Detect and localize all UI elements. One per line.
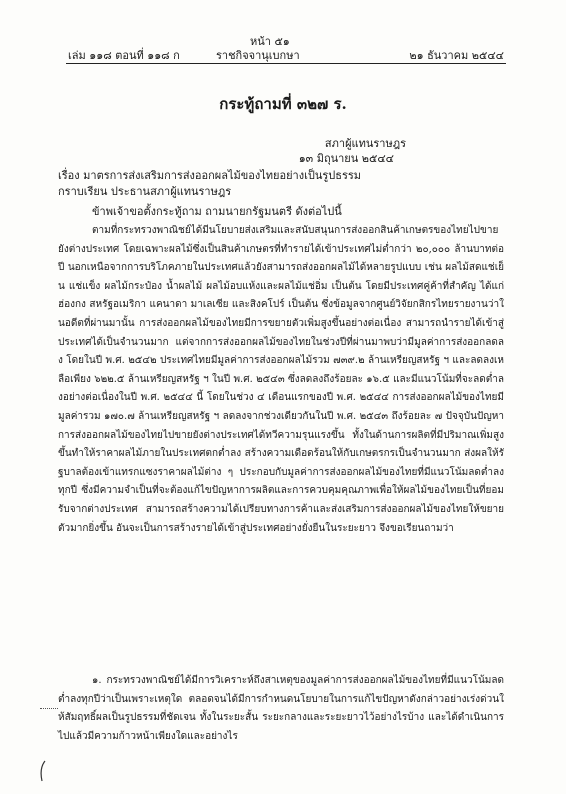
volume-issue: เล่ม ๑๑๘ ตอนที่ ๑๑๘ ก xyxy=(68,49,180,62)
margin-mark xyxy=(40,708,58,709)
body-paragraph: ตามที่กระทรวงพาณิชย์ได้มีนโยบายส่งเสริมและสนับสนุนการส่งออกสินค้าเกษตรของไทยไปขายยังต่างประเทศ โดยเฉพาะผลไม้ซึ่งเป็นสินค้าเกษตรที่ทำรายได้เข้าประเทศไม่ต่ำกว่า ๒๐,๐๐๐ ล้านบาทต่อปี นอกเหนือจากการบริโภคภายในประเทศแล้วยังสามารถส่งออกผลไม้ได้หลายรูปแบบ เช่น ผลไม้สดแช่เย็น แช่แข็ง ผลไม้กระป๋อง น้ำผลไม้ ผลไม้อบแห้งและผลไม้แช่อิ่ม เป็นต้น โดยมีประเทศคู่ค้าที่สำคัญ ได้แก่ ฮ่องกง สหรัฐอเมริกา แคนาดา มาเลเซีย และสิงคโปร์ เป็นต้น ซึ่งข้อมูลจากศูนย์วิจัยกสิกรไทยรายงานว่าในอดีตที่ผ่านมานั้น การส่งออกผลไม้ของไทยมีการขยายตัวเพิ่มสูงขึ้นอย่างต่อเนื่อง สามารถนำรายได้เข้าสู่ประเทศได้เป็นจำนวนมาก แต่จากการส่งออกผลไม้ของไทยในช่วงปีที่ผ่านมาพบว่ามีมูลค่าการส่งออกลดลง โดยในปี พ.ศ. ๒๕๔๒ ประเทศไทยมีมูลค่าการส่งออกผลไม้รวม ๗๓๙.๒ ล้านเหรียญสหรัฐ ฯ และลดลงเหลือเพียง ๖๒๒.๕ ล้านเหรียญสหรัฐ ฯ ในปี พ.ศ. ๒๕๔๓ ซึ่งลดลงถึงร้อยละ ๑๖.๕ และมีแนวโน้มที่จะลดต่ำลงอย่างต่อเนื่องในปี พ.ศ. ๒๕๔๔ นี้ โดยในช่วง ๔ เดือนแรกของปี พ.ศ. ๒๕๔๔ การส่งออกผลไม้ของไทยมีมูลค่ารวม ๑๗๐.๗ ล้านเหรียญสหรัฐ ฯ ลดลงจากช่วงเดียวกันในปี พ.ศ. ๒๕๔๓ ถึงร้อยละ ๗ ปัจจุบันปัญหาการส่งออกผลไม้ของไทยไปขายยังต่างประเทศได้ทวีความรุนแรงขึ้น ทั้งในด้านการผลิตที่มีปริมาณเพิ่มสูงขึ้นทำให้ราคาผลไม้ภายในประเทศตกต่ำลง สร้างความเดือดร้อนให้กับเกษตรกรเป็นจำนวนมาก ส่งผลให้รัฐบาลต้องเข้าแทรกแซงราคาผลไม้ต่าง ๆ ประกอบกับมูลค่าการส่งออกผลไม้ของไทยที่มีแนวโน้มลดต่ำลงทุกปี ซึ่งมีความจำเป็นที่จะต้องแก้ไขปัญหาการผลิตและการควบคุมคุณภาพเพื่อให้ผลไม้ของไทยเป็นที่ยอมรับจากต่างประเทศ สามารถสร้างความได้เปรียบทางการค้าและส่งเสริมการส่งออกผลไม้ของไทยให้ขยายตัวมากยิ่งขึ้น อันจะเป็นการสร้างรายได้เข้าสู่ประเทศอย่างยั่งยืนในระยะยาว จึงขอเรียนถามว่า xyxy=(58,225,504,534)
page-number: หน้า ๕๑ xyxy=(250,35,290,48)
header-divider xyxy=(66,63,506,64)
sender: สภาผู้แทนราษฎร xyxy=(324,137,406,150)
scan-artifact-mark xyxy=(38,760,48,782)
document-date: ๑๓ มิถุนายน ๒๕๔๔ xyxy=(298,152,394,165)
gazette-date: ๒๑ ธันวาคม ๒๕๔๔ xyxy=(409,49,504,62)
gazette-name: ราชกิจจานุเบกษา xyxy=(216,49,300,62)
salutation: กราบเรียน ประธานสภาผู้แทนราษฎร xyxy=(58,185,232,198)
question-point-1: ๑. กระทรวงพาณิชย์ได้มีการวิเคราะห์ถึงสาเหตุของมูลค่าการส่งออกผลไม้ของไทยที่มีแนวโน้มลดต่ำลงทุกปีว่าเป็นเพราะเหตุใด ตลอดจนได้มีการกำหนดนโยบายในการแก้ไขปัญหาดังกล่าวอย่างเร่งด่วนให้สัมฤทธิ์ผลเป็นรูปธรรมที่ชัดเจน ทั้งในระยะสั้น ระยะกลางและระยะยาวไว้อย่างไรบ้าง และได้ดำเนินการไปแล้วมีความก้าวหน้าเพียงใดและอย่างไร xyxy=(58,675,504,742)
intro-line: ข้าพเจ้าขอตั้งกระทู้ถาม ถามนายกรัฐมนตรี ดังต่อไปนี้ xyxy=(92,205,342,218)
subject-line: เรื่อง มาตรการส่งเสริมการส่งออกผลไม้ของไทยอย่างเป็นรูปธรรม xyxy=(58,169,362,182)
document-title: กระทู้ถามที่ ๓๒๗ ร. xyxy=(219,95,347,113)
